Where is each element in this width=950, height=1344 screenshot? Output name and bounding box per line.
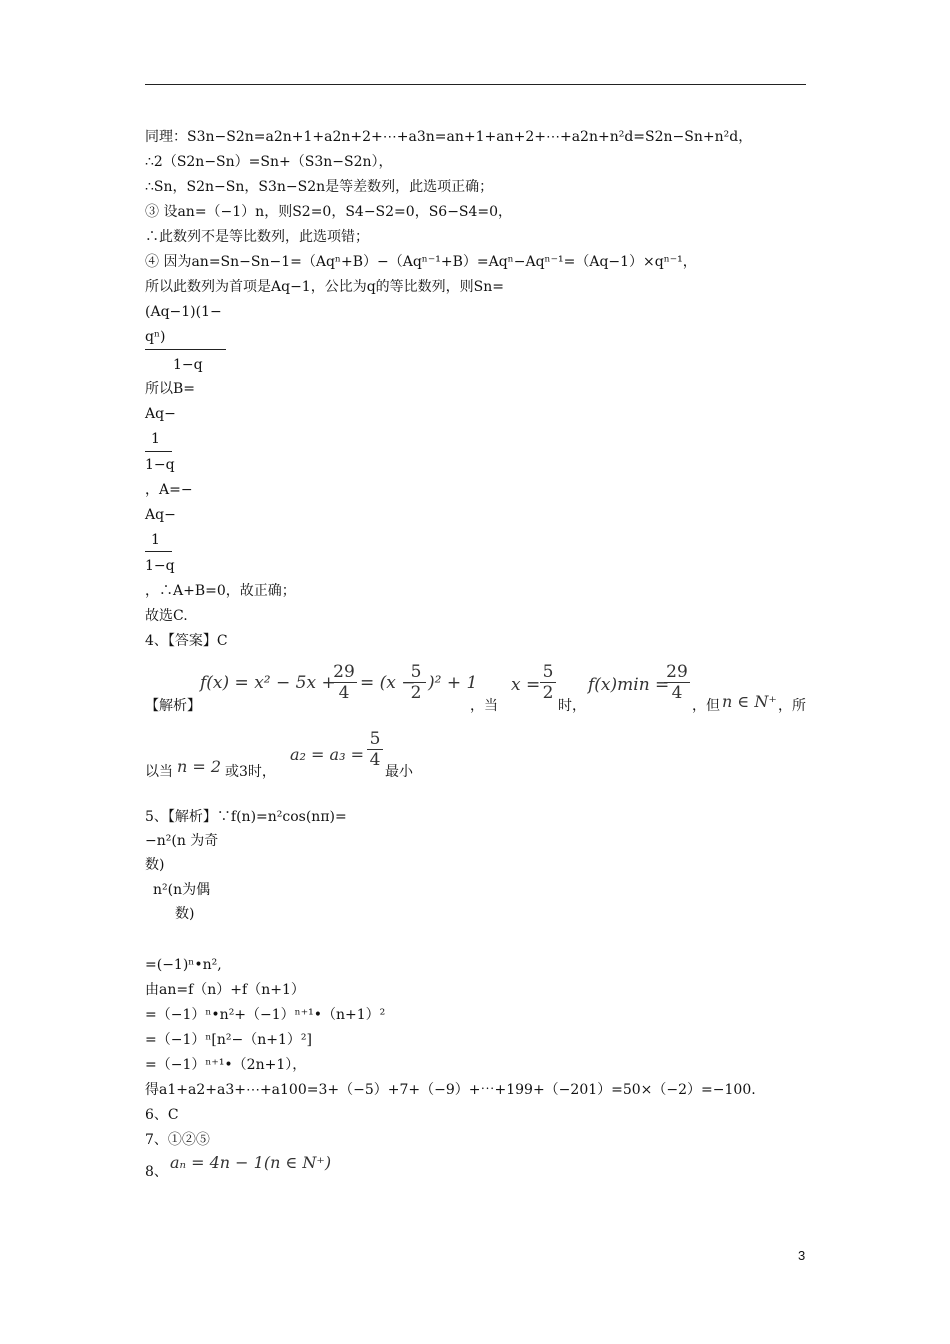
text-line: ③ 设an=（−1）n，则S2=0，S4−S2=0，S6−S4=0， [145,204,513,220]
text-line: ∴Sn，S2n−Sn，S3n−S2n是等差数列，此选项正确； [145,179,494,195]
text-dan: ，但 [692,698,720,714]
text-line: =（−1）ⁿ•n²+（−1）ⁿ⁺¹•（n+1）² [145,1007,386,1023]
formula-fmin [588,675,669,695]
fraction-numerator: 1 [151,431,160,447]
text-line: 故选C. [145,608,188,624]
fraction-denominator: 4 [671,683,683,703]
formula-n-in-N [722,692,777,711]
formula-square-tail [428,673,477,693]
text-line: 5、【解析】∵f(n)=n²cos(nπ)= [145,809,347,825]
fraction-denominator: 4 [338,683,350,703]
text-yidang: 以当 [145,764,173,780]
fraction-5-4 [367,729,383,770]
text-line: ，A=− [145,482,193,498]
fraction-numerator: 29 [331,662,357,683]
text-line: 8、 [145,1164,168,1180]
formula-part: a₂ = a₃ = [290,745,364,764]
fraction-x-5-2 [540,662,556,703]
text-line: ∴2（S2n−Sn）=Sn+（S3n−S2n）， [145,154,393,170]
fraction-bar [145,451,172,452]
text-line: 由an=f（n）+f（n+1） [145,982,305,998]
text-line: =(−1)ⁿ•n², [145,957,222,973]
text-line: 得a1+a2+a3+⋯+a100=3+（−5）+7+（−9）+⋯+199+（−201）=50×（−2）=−100. [145,1082,756,1098]
fraction-fmin [664,662,690,703]
text-line: ④ 因为an=Sn−Sn−1=（Aqⁿ+B）−（Aqⁿ⁻¹+B）=Aqⁿ−Aqⁿ⁻¹=（Aq−1）×qⁿ⁻¹， [145,254,697,270]
text-line: ，∴A+B=0，故正确； [145,583,296,599]
text-line: 同理：S3n−S2n=a2n+1+a2n+2+⋯+a3n=an+1+an+2+⋯+a2n+n²d=S2n−Sn+n²d， [145,129,753,145]
formula-part: f(x) = x² − 5x + [200,673,336,693]
piecewise-even-cont: 数) [175,906,195,922]
text-line: =（−1）ⁿ[n²−（n+1）²] [145,1032,312,1048]
text-line: Aq− [145,507,176,523]
fraction-denominator: 1−q [145,457,175,473]
formula-f-of-x [200,673,336,693]
piecewise-odd-cont: 数) [145,857,165,873]
fraction-denominator: 1−q [173,357,203,373]
page-number: 3 [798,1248,806,1263]
formula-part: = (x − [360,673,416,693]
text-line: 所以此数列为首项是Aq−1，公比为q的等比数列，则Sn= [145,279,505,295]
text-or-3: 或3时， [225,764,276,780]
text-line: 4、【答案】C [145,633,228,649]
formula-part: f(x)min = [588,675,670,695]
text-line: 6、C [145,1107,179,1123]
fraction-29-4 [331,662,357,703]
text-line: ∴此数列不是等比数列，此选项错； [145,229,369,245]
fraction-numerator: 5 [540,662,556,683]
piecewise-odd: −n²(n 为奇 [145,833,219,849]
formula-part: x = [511,675,541,695]
fraction-5-2 [406,662,426,703]
formula-part: )² + 1 [428,673,478,693]
fraction-numerator: 29 [664,662,690,683]
fraction-numerator: 5 [367,729,383,750]
text-shi: 时， [558,698,586,714]
piecewise-even: n²(n为偶 [153,882,211,898]
formula-a2-a3 [290,745,364,764]
formula-part: n ∈ N⁺ [722,692,777,711]
text-line: Aq− [145,406,176,422]
text-dang: ，当 [470,698,498,714]
formula-n-eq-2 [177,757,221,776]
text-suo: ，所 [778,698,806,714]
text-zuixiao: 最小 [385,764,413,780]
fraction-bar [145,349,226,350]
fraction-denominator: 2 [410,683,422,703]
formula-an [170,1153,331,1172]
fraction-bar [145,551,172,552]
text-line: 所以B= [145,381,196,397]
text-line: =（−1）ⁿ⁺¹•（2n+1）， [145,1057,307,1073]
fraction-denominator: 1−q [145,558,175,574]
text-line: 7、①②⑤ [145,1132,210,1148]
label-jiexi: 【解析】 [145,698,201,714]
fraction-denominator: 4 [369,750,381,770]
formula-part: n = 2 [177,757,222,776]
fraction-numerator: 5 [406,662,426,683]
fraction-denominator: 2 [542,683,554,703]
fraction-numerator: 1 [151,532,160,548]
fraction-numerator: (Aq−1)(1− [145,304,222,320]
formula-part: aₙ = 4n − 1(n ∈ N⁺) [170,1153,332,1172]
fraction-numerator: qⁿ) [145,329,166,345]
header-rule [145,84,806,85]
formula-x-eq [511,675,540,695]
